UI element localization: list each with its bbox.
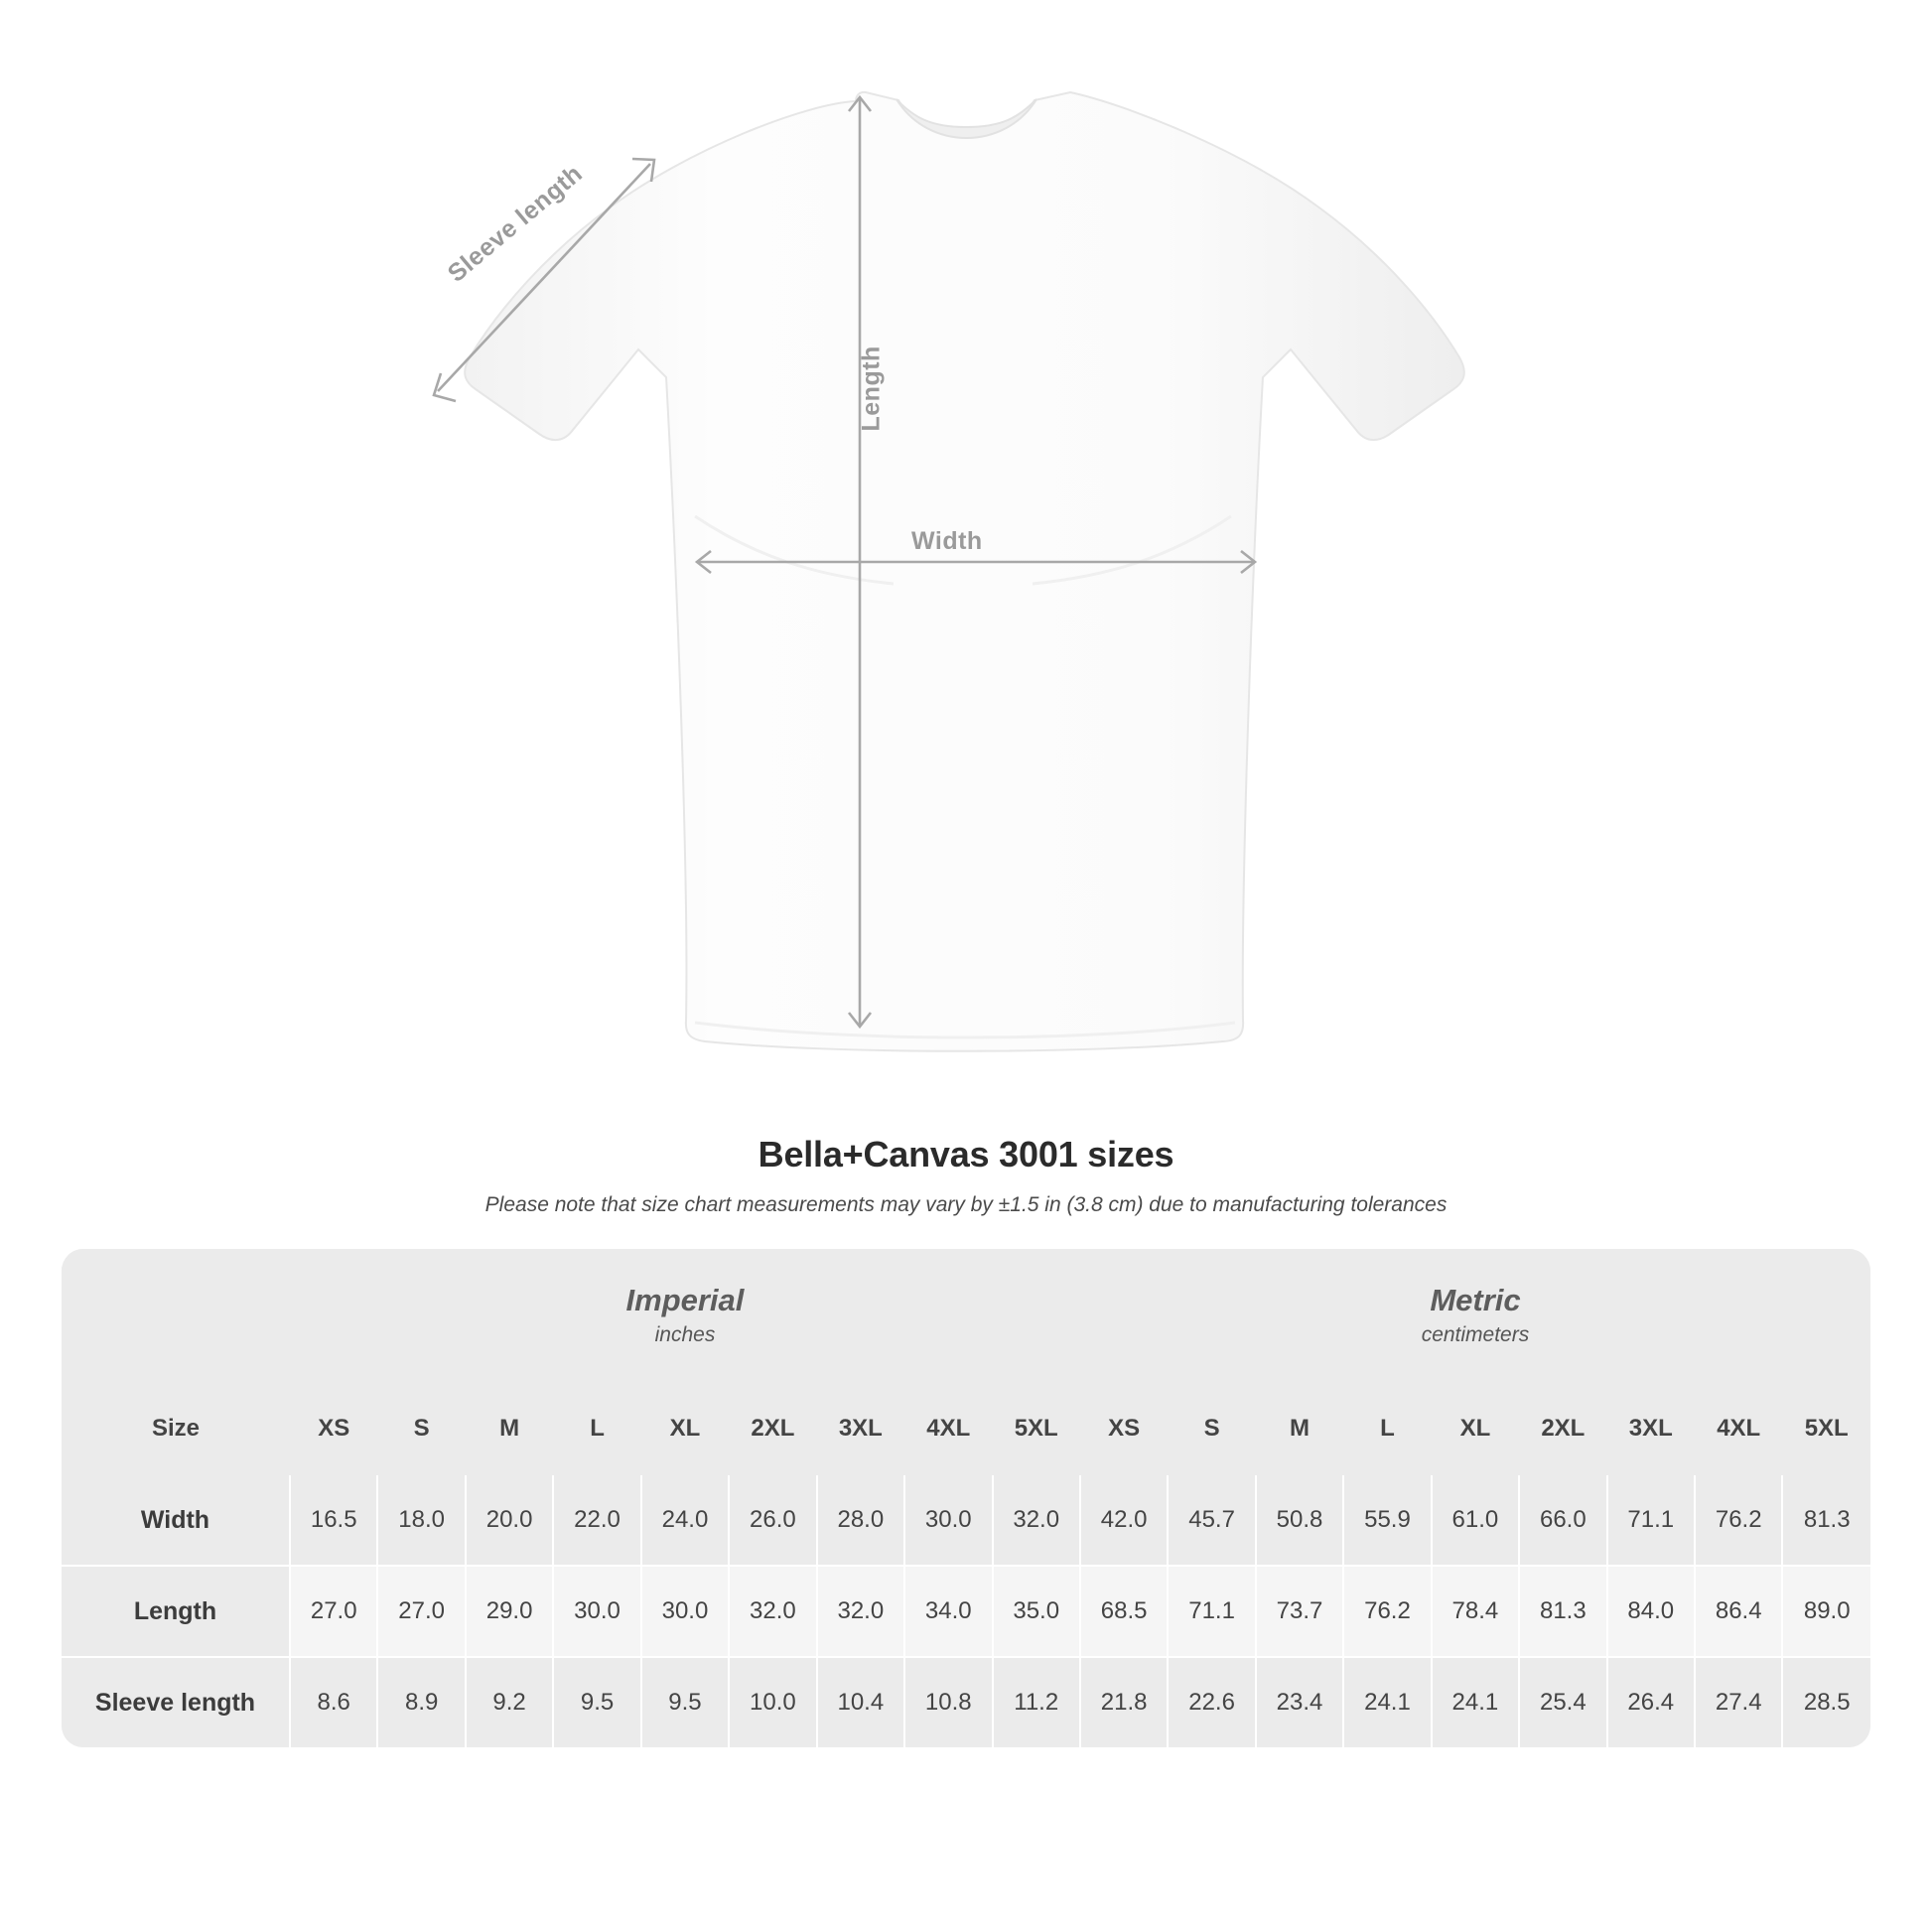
cell-width-s-cm: 45.7 <box>1168 1475 1255 1566</box>
cell-width-xl: 24.0 <box>641 1475 729 1566</box>
size-col-header: 4XL <box>1695 1382 1782 1475</box>
cell-length-5xl-cm: 89.0 <box>1782 1566 1870 1657</box>
title-block <box>0 1134 1932 1217</box>
size-col-header: 4XL <box>904 1382 992 1475</box>
cell-width-m-cm: 50.8 <box>1256 1475 1343 1566</box>
cell-sleeve-3xl-cm: 26.4 <box>1607 1657 1695 1747</box>
cell-length-4xl: 34.0 <box>904 1566 992 1657</box>
cell-width-xs-cm: 42.0 <box>1080 1475 1168 1566</box>
row-label-length: Length <box>62 1566 290 1657</box>
cell-width-5xl-cm: 81.3 <box>1782 1475 1870 1566</box>
size-header-label: Size <box>62 1382 290 1475</box>
tolerance-note: Please note that size chart measurements may vary by ±1.5 in (3.8 cm) due to manufacturing tolerances <box>484 1193 1448 1216</box>
cell-width-3xl-cm: 71.1 <box>1607 1475 1695 1566</box>
unit-header-row <box>62 1249 1870 1382</box>
cell-length-m: 29.0 <box>466 1566 553 1657</box>
cell-length-5xl: 35.0 <box>993 1566 1080 1657</box>
cell-length-s: 27.0 <box>377 1566 465 1657</box>
length-label: Length <box>857 345 886 432</box>
unit-header-spacer <box>62 1249 290 1382</box>
cell-width-4xl: 30.0 <box>904 1475 992 1566</box>
cell-length-4xl-cm: 86.4 <box>1695 1566 1782 1657</box>
size-col-header: XL <box>1432 1382 1519 1475</box>
cell-sleeve-5xl: 11.2 <box>993 1657 1080 1747</box>
cell-length-l-cm: 76.2 <box>1343 1566 1431 1657</box>
unit-header-metric <box>1080 1249 1870 1382</box>
row-label-width: Width <box>62 1475 290 1566</box>
size-col-header: L <box>1343 1382 1431 1475</box>
cell-width-s: 18.0 <box>377 1475 465 1566</box>
cell-width-2xl-cm: 66.0 <box>1519 1475 1606 1566</box>
cell-sleeve-xs-cm: 21.8 <box>1080 1657 1168 1747</box>
cell-width-m: 20.0 <box>466 1475 553 1566</box>
cell-length-xl-cm: 78.4 <box>1432 1566 1519 1657</box>
cell-sleeve-l: 9.5 <box>553 1657 640 1747</box>
unit-sub-imperial: inches <box>654 1322 716 1346</box>
cell-length-3xl-cm: 84.0 <box>1607 1566 1695 1657</box>
sleeve-length-label: Sleeve length <box>442 159 589 288</box>
cell-sleeve-3xl: 10.4 <box>817 1657 904 1747</box>
cell-sleeve-5xl-cm: 28.5 <box>1782 1657 1870 1747</box>
cell-sleeve-s: 8.9 <box>377 1657 465 1747</box>
size-col-header: 3XL <box>1607 1382 1695 1475</box>
cell-sleeve-l-cm: 24.1 <box>1343 1657 1431 1747</box>
size-col-header: 3XL <box>817 1382 904 1475</box>
cell-sleeve-2xl: 10.0 <box>729 1657 816 1747</box>
cell-sleeve-4xl: 10.8 <box>904 1657 992 1747</box>
cell-width-l: 22.0 <box>553 1475 640 1566</box>
size-col-header: S <box>1168 1382 1255 1475</box>
cell-sleeve-2xl-cm: 25.4 <box>1519 1657 1606 1747</box>
cell-width-3xl: 28.0 <box>817 1475 904 1566</box>
table-row <box>62 1566 1870 1657</box>
page-title: Bella+Canvas 3001 sizes <box>758 1134 1174 1174</box>
cell-sleeve-s-cm: 22.6 <box>1168 1657 1255 1747</box>
cell-sleeve-xl-cm: 24.1 <box>1432 1657 1519 1747</box>
cell-width-4xl-cm: 76.2 <box>1695 1475 1782 1566</box>
width-label: Width <box>911 527 983 555</box>
cell-sleeve-4xl-cm: 27.4 <box>1695 1657 1782 1747</box>
unit-header-imperial <box>290 1249 1080 1382</box>
cell-width-xl-cm: 61.0 <box>1432 1475 1519 1566</box>
size-col-header: XS <box>290 1382 377 1475</box>
unit-name-metric: Metric <box>1430 1282 1521 1317</box>
cell-width-xs: 16.5 <box>290 1475 377 1566</box>
shirt-body <box>465 92 1464 1051</box>
cell-width-5xl: 32.0 <box>993 1475 1080 1566</box>
cell-length-m-cm: 73.7 <box>1256 1566 1343 1657</box>
cell-length-2xl: 32.0 <box>729 1566 816 1657</box>
table-row <box>62 1657 1870 1747</box>
size-col-header: XL <box>641 1382 729 1475</box>
cell-sleeve-m-cm: 23.4 <box>1256 1657 1343 1747</box>
size-col-header: 2XL <box>729 1382 816 1475</box>
cell-width-2xl: 26.0 <box>729 1475 816 1566</box>
size-col-header: S <box>377 1382 465 1475</box>
row-label-sleeve-length: Sleeve length <box>62 1657 290 1747</box>
size-col-header: L <box>553 1382 640 1475</box>
size-header-row <box>62 1382 1870 1475</box>
size-chart-table <box>62 1249 1870 1747</box>
size-col-header: XS <box>1080 1382 1168 1475</box>
cell-length-2xl-cm: 81.3 <box>1519 1566 1606 1657</box>
cell-sleeve-xl: 9.5 <box>641 1657 729 1747</box>
unit-sub-metric: centimeters <box>1421 1322 1530 1346</box>
unit-name-imperial: Imperial <box>625 1282 745 1317</box>
size-col-header: 5XL <box>1782 1382 1870 1475</box>
table-row <box>62 1475 1870 1566</box>
cell-length-l: 30.0 <box>553 1566 640 1657</box>
size-col-header: 5XL <box>993 1382 1080 1475</box>
size-col-header: 2XL <box>1519 1382 1606 1475</box>
size-col-header: M <box>1256 1382 1343 1475</box>
cell-length-s-cm: 71.1 <box>1168 1566 1255 1657</box>
cell-length-3xl: 32.0 <box>817 1566 904 1657</box>
cell-length-xs: 27.0 <box>290 1566 377 1657</box>
size-chart-table-wrap <box>62 1249 1870 1747</box>
cell-length-xs-cm: 68.5 <box>1080 1566 1168 1657</box>
cell-sleeve-m: 9.2 <box>466 1657 553 1747</box>
cell-sleeve-xs: 8.6 <box>290 1657 377 1747</box>
cell-length-xl: 30.0 <box>641 1566 729 1657</box>
cell-width-l-cm: 55.9 <box>1343 1475 1431 1566</box>
size-col-header: M <box>466 1382 553 1475</box>
